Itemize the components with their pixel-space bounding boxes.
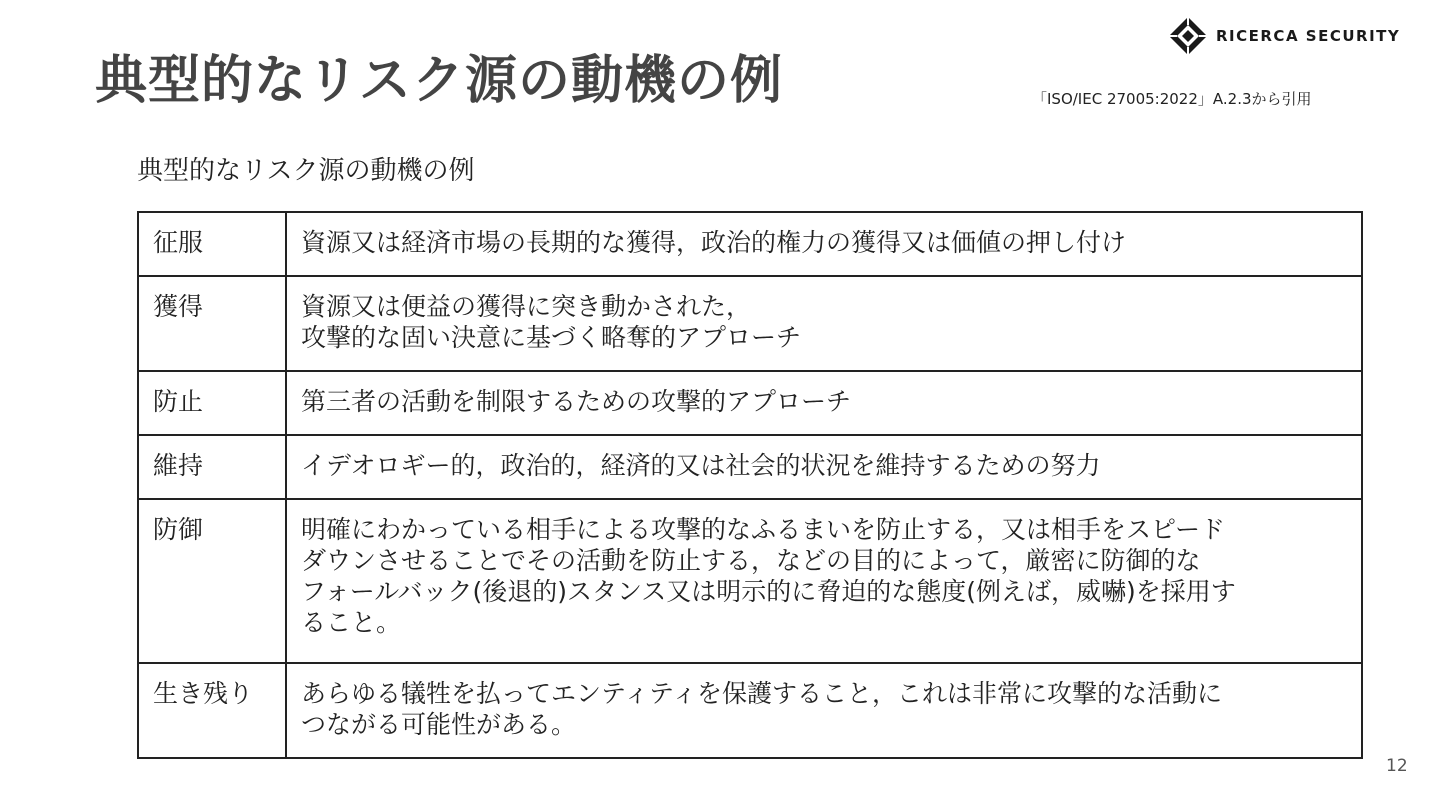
table-row — [138, 371, 1362, 435]
motive-description — [286, 663, 1362, 758]
company-logo — [1168, 16, 1400, 56]
motive-description — [286, 435, 1362, 499]
logo-text: RICERCA SECURITY — [1216, 27, 1401, 45]
table-row — [138, 499, 1362, 663]
description-line: 資源又は便益の獲得に突き動かされた， — [301, 292, 752, 321]
motive-term: 生き残り — [138, 663, 286, 758]
description-line: あらゆる犠牲を払ってエンティティを保護すること，これは非常に攻撃的な活動に — [301, 679, 1223, 708]
motive-description — [286, 499, 1362, 663]
page-number: 12 — [1386, 756, 1408, 776]
motive-term: 獲得 — [138, 276, 286, 371]
table-caption: 典型的なリスク源の動機の例 — [137, 156, 475, 186]
table-row — [138, 276, 1362, 371]
description-line: 明確にわかっている相手による攻撃的なふるまいを防止する，又は相手をスピード — [301, 515, 1226, 544]
description-line: ダウンさせることでその活動を防止する，などの目的によって，厳密に防御的な — [301, 546, 1201, 575]
motive-description — [286, 276, 1362, 371]
motive-term: 防止 — [138, 371, 286, 435]
table-row — [138, 212, 1362, 276]
description-line: 資源又は経済市場の長期的な獲得，政治的権力の獲得又は価値の押し付け — [301, 228, 1127, 257]
slide-title: 典型的なリスク源の動機の例 — [95, 51, 783, 111]
motives-table — [137, 211, 1363, 759]
table-row — [138, 663, 1362, 758]
description-line: イデオロギー的，政治的，経済的又は社会的状況を維持するための努力 — [301, 451, 1101, 480]
motive-description — [286, 371, 1362, 435]
description-line: フォールバック(後退的)スタンス又は明示的に脅迫的な態度(例えば，威嚇)を採用す — [301, 577, 1236, 606]
table-row — [138, 435, 1362, 499]
motive-description — [286, 212, 1362, 276]
description-line: 第三者の活動を制限するための攻撃的アプローチ — [301, 387, 852, 416]
motive-term: 防御 — [138, 499, 286, 663]
motive-term: 征服 — [138, 212, 286, 276]
ricerca-diamond-logo-icon — [1168, 16, 1208, 56]
description-line: ること。 — [301, 608, 402, 637]
description-line: 攻撃的な固い決意に基づく略奪的アプローチ — [301, 323, 802, 352]
description-line: つながる可能性がある。 — [301, 710, 577, 739]
source-citation: 「ISO/IEC 27005:2022」A.2.3から引用 — [1032, 90, 1312, 108]
motive-term: 維持 — [138, 435, 286, 499]
